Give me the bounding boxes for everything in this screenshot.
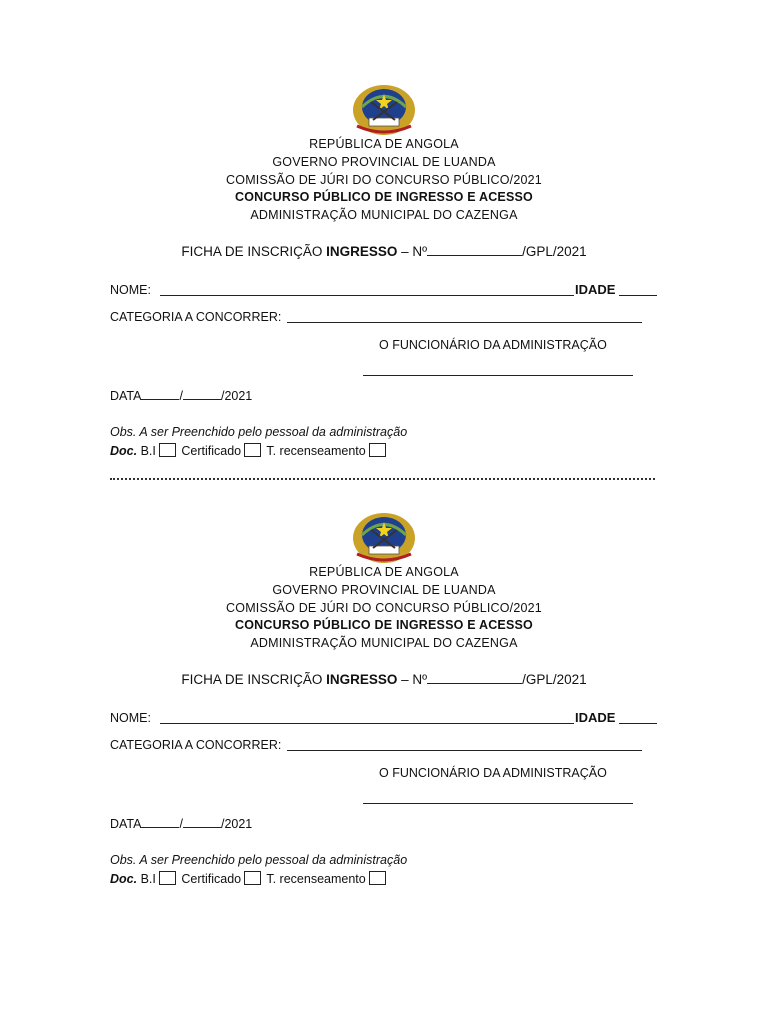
data-row	[110, 388, 252, 403]
title-number-label: – Nº	[397, 672, 428, 687]
recenseamento-label: T. recenseamento	[266, 872, 366, 886]
form-title	[0, 671, 768, 687]
certificado-label: Certificado	[181, 444, 242, 458]
funcionario-signature-field[interactable]	[363, 375, 633, 376]
idade-label: IDADE	[575, 710, 616, 725]
form-title	[0, 243, 768, 259]
recenseamento-label: T. recenseamento	[266, 444, 366, 458]
idade-field[interactable]	[619, 295, 657, 296]
nome-label: NOME:	[110, 711, 151, 725]
title-prefix: FICHA DE INSCRIÇÃO	[181, 244, 327, 259]
header-government: GOVERNO PROVINCIAL DE LUANDA	[272, 155, 496, 169]
header-commission: COMISSÃO DE JÚRI DO CONCURSO PÚBLICO/2021	[226, 173, 542, 187]
title-suffix: /GPL/2021	[522, 244, 587, 259]
header-administration: ADMINISTRAÇÃO MUNICIPAL DO CAZENGA	[250, 208, 518, 222]
data-year: /2021	[220, 817, 253, 831]
categoria-field[interactable]	[287, 322, 642, 323]
bi-label: B.I	[140, 872, 156, 886]
bi-checkbox[interactable]	[159, 871, 176, 885]
data-separator: /	[179, 817, 183, 831]
header-country: REPÚBLICA DE ANGOLA	[309, 137, 459, 151]
header-administration: ADMINISTRAÇÃO MUNICIPAL DO CAZENGA	[250, 636, 518, 650]
data-month-field[interactable]	[183, 388, 221, 400]
data-label: DATA	[110, 817, 142, 831]
title-bold: INGRESSO	[326, 244, 398, 259]
docs-row	[110, 443, 388, 458]
nome-field[interactable]	[160, 295, 574, 296]
header-commission: COMISSÃO DE JÚRI DO CONCURSO PÚBLICO/2021	[226, 601, 542, 615]
obs-note: Obs. A ser Preenchido pelo pessoal da administração	[110, 853, 408, 867]
bi-label: B.I	[140, 444, 156, 458]
docs-row	[110, 871, 388, 886]
categoria-label: CATEGORIA A CONCORRER:	[110, 310, 282, 324]
title-bold: INGRESSO	[326, 672, 398, 687]
title-suffix: /GPL/2021	[522, 672, 587, 687]
funcionario-label: O FUNCIONÁRIO DA ADMINISTRAÇÃO	[379, 766, 607, 780]
data-label: DATA	[110, 389, 142, 403]
header-contest: CONCURSO PÚBLICO DE INGRESSO E ACESSO	[235, 618, 533, 632]
funcionario-label: O FUNCIONÁRIO DA ADMINISTRAÇÃO	[379, 338, 607, 352]
doc-label: Doc.	[110, 872, 138, 886]
data-year: /2021	[220, 389, 253, 403]
certificado-label: Certificado	[181, 872, 242, 886]
idade-label: IDADE	[575, 282, 616, 297]
categoria-field[interactable]	[287, 750, 642, 751]
header-contest: CONCURSO PÚBLICO DE INGRESSO E ACESSO	[235, 190, 533, 204]
title-number-label: – Nº	[397, 244, 428, 259]
idade-field[interactable]	[619, 723, 657, 724]
cut-line-divider	[110, 478, 655, 480]
data-row	[110, 816, 252, 831]
title-prefix: FICHA DE INSCRIÇÃO	[181, 672, 327, 687]
data-separator: /	[179, 389, 183, 403]
recenseamento-checkbox[interactable]	[369, 443, 386, 457]
doc-label: Doc.	[110, 444, 138, 458]
angola-coat-of-arms-icon	[351, 512, 417, 564]
data-month-field[interactable]	[183, 816, 221, 828]
bi-checkbox[interactable]	[159, 443, 176, 457]
recenseamento-checkbox[interactable]	[369, 871, 386, 885]
header-country: REPÚBLICA DE ANGOLA	[309, 565, 459, 579]
nome-label: NOME:	[110, 283, 151, 297]
title-number-field[interactable]	[427, 671, 522, 684]
obs-note: Obs. A ser Preenchido pelo pessoal da administração	[110, 425, 408, 439]
angola-coat-of-arms-icon	[351, 84, 417, 136]
categoria-label: CATEGORIA A CONCORRER:	[110, 738, 282, 752]
data-day-field[interactable]	[141, 816, 179, 828]
funcionario-signature-field[interactable]	[363, 803, 633, 804]
title-number-field[interactable]	[427, 243, 522, 256]
certificado-checkbox[interactable]	[244, 871, 261, 885]
certificado-checkbox[interactable]	[244, 443, 261, 457]
nome-field[interactable]	[160, 723, 574, 724]
header-government: GOVERNO PROVINCIAL DE LUANDA	[272, 583, 496, 597]
data-day-field[interactable]	[141, 388, 179, 400]
